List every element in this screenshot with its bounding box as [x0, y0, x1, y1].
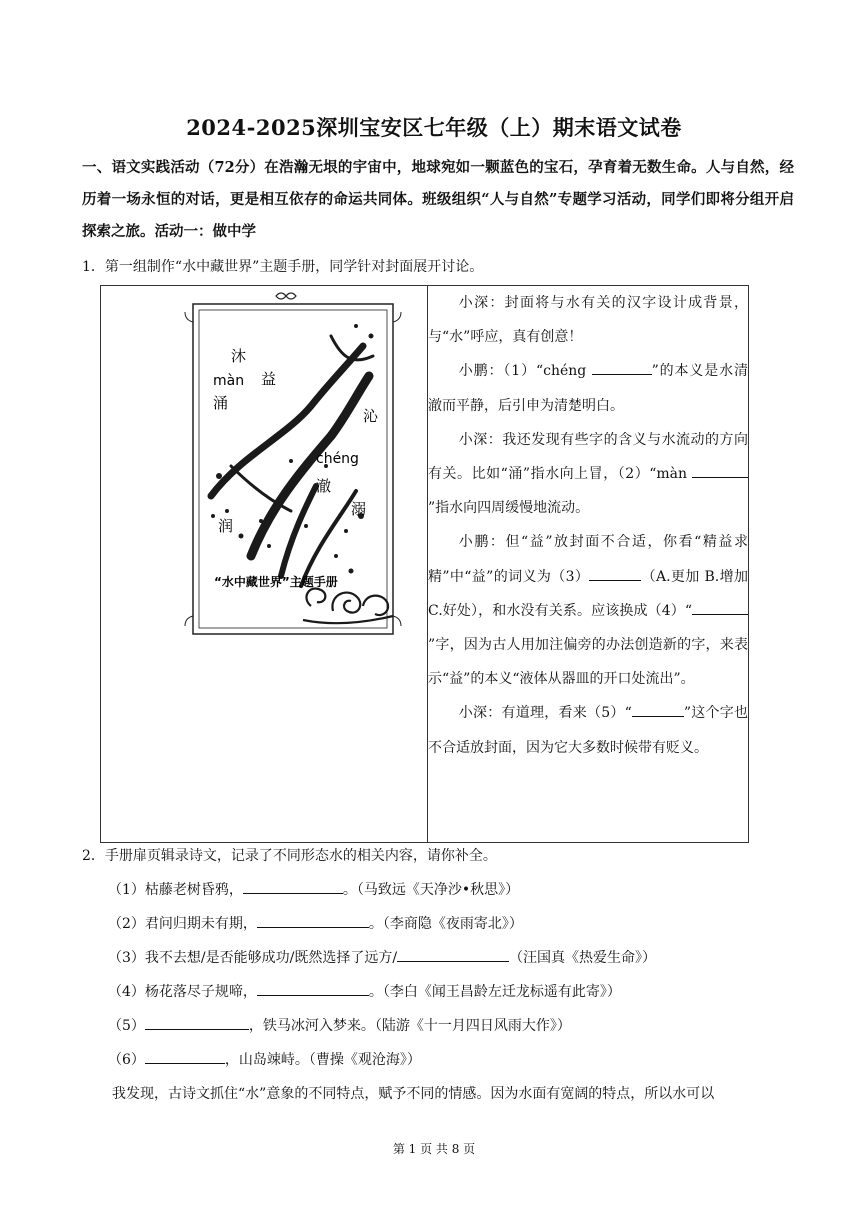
dialogue-text-cell: [428, 286, 749, 843]
poem-blank-4[interactable]: [257, 981, 369, 996]
dialogue-line-2: 小鹏：（1）“chéng ”的本义是水清澈而平静，后引申为清楚明白。: [428, 354, 748, 422]
answer-blank-3[interactable]: [589, 566, 641, 581]
poem-line-4: （4）杨花落尽子规啼， 。（李白《闻王昌龄左迁龙标遥有此寄》）: [108, 981, 621, 1001]
cover-caption: “水中藏世界”主题手册: [214, 575, 338, 589]
question-2: 2．手册扉页辑录诗文，记录了不同形态水的相关内容，请你补全。: [82, 848, 497, 864]
poem-blank-6[interactable]: [145, 1049, 225, 1064]
summary-text: 我发现，古诗文抓住“水”意象的不同特点，赋予不同的情感。因为水面有宽阔的特点，所以水可以: [112, 1086, 715, 1102]
answer-blank-4[interactable]: [692, 600, 748, 615]
answer-blank-5[interactable]: [632, 702, 684, 717]
answer-blank-2[interactable]: [692, 463, 748, 478]
poem-blank-1[interactable]: [243, 879, 343, 894]
dialogue-line-4: 小鹏：但“益”放封面不合适，你看“精益求精”中“益”的词义为（3） （A.更加 B.增加 C.好处），和水没有关系。应该换成（4）“”字，因为古人用加注偏旁的办法创造新的字，来表示“益”的本义“液体从器皿的开口处流出”。: [428, 534, 748, 688]
cover-char-yong: 涌: [213, 394, 229, 412]
cover-char-yi: 益: [261, 370, 277, 388]
cover-pinyin-cheng: chéng: [316, 451, 359, 467]
section-one-intro: 一、语文实践活动（72分）在浩瀚无垠的宇宙中，地球宛如一颗蓝色的宝石，孕育着无数生命。人与自然，经历着一场永恒的对话，更是相互依存的命运共同体。班级组织“人与自然”专题学习活动，同学们即将分组开启探索之旅。活动一：做中学: [82, 159, 794, 240]
cover-char-ni: 溺: [351, 500, 367, 518]
poem-blank-5[interactable]: [145, 1015, 249, 1030]
cover-illustration: [101, 286, 427, 838]
cover-pinyin-man: màn: [213, 373, 245, 389]
cloud-motif-icon: [303, 589, 393, 624]
poem-line-6: （6） ，山岛竦峙。（曹操《观沧海》）: [108, 1049, 421, 1069]
poem-line-5: （5） ，铁马冰河入梦来。（陆游《十一月四日风雨大作》）: [108, 1015, 571, 1035]
dialogue-line-3: 小深：我还发现有些字的含义与水流动的方向有关。比如“涌”指水向上冒，（2）“màn ”指水向四周缓慢地流动。: [428, 431, 748, 517]
page-footer: 第 1 页 共 8 页: [392, 1142, 476, 1156]
answer-blank-1[interactable]: [592, 360, 652, 375]
cover-image-cell: [101, 286, 428, 843]
poem-blank-3[interactable]: [397, 947, 509, 962]
poem-line-3: （3）我不去想/是否能够成功/既然选择了远方/ （汪国真《热爱生命》）: [108, 947, 656, 967]
poem-line-2: （2）君问归期未有期， 。（李商隐《夜雨寄北》）: [108, 913, 523, 933]
cover-char-qin: 沁: [363, 407, 379, 425]
dialogue-line-1: 小深：封面将与水有关的汉字设计成背景，与“水”呼应，真有创意！: [428, 295, 748, 346]
cover-char-run: 润: [218, 517, 234, 535]
question-1: 1．第一组制作“水中藏世界”主题手册，同学针对封面展开讨论。: [82, 259, 484, 275]
poem-line-1: （1）枯藤老树昏鸦， 。（马致远《天净沙•秋思》）: [108, 879, 519, 899]
poem-blank-2[interactable]: [257, 913, 369, 928]
cover-char-mu: 沐: [231, 347, 247, 365]
cover-char-che: 澈: [316, 477, 332, 495]
dialogue-table: [100, 285, 749, 843]
dialogue-line-5: 小深：有道理，看来（5）“ ”这个字也不合适放封面，因为它大多数时候带有贬义。: [428, 696, 748, 764]
page-title: 2024-2025深圳宝安区七年级（上）期末语文试卷: [186, 115, 682, 140]
